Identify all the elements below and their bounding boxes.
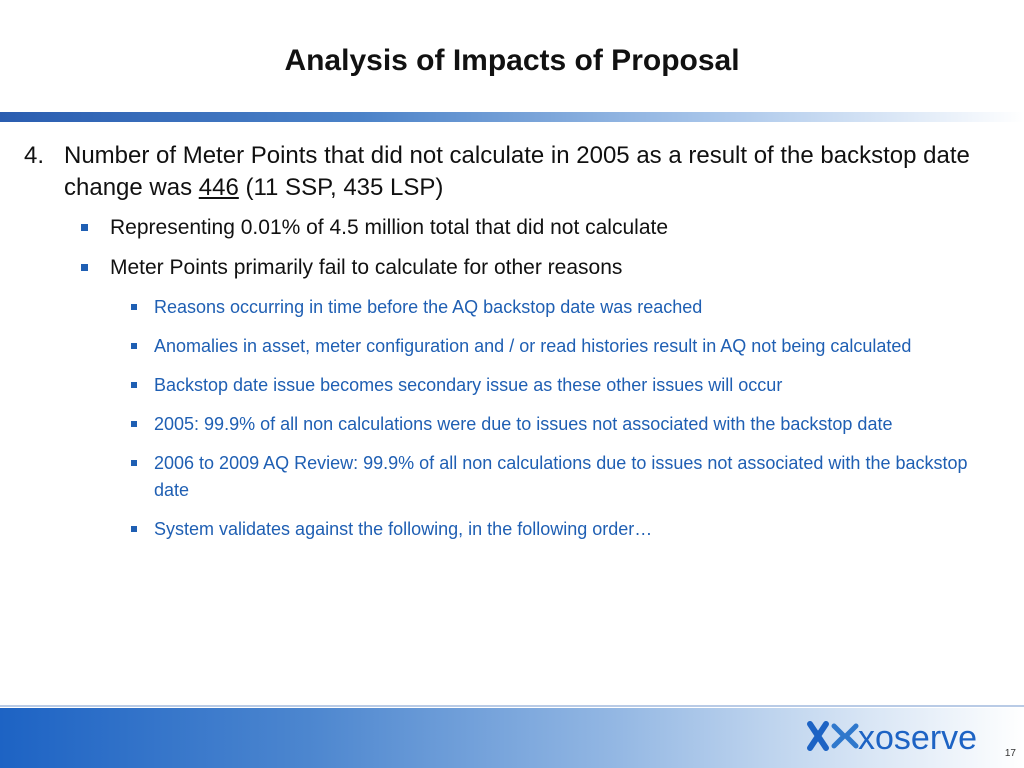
- page-number: 17: [1004, 748, 1016, 759]
- xoserve-logo-icon: [804, 708, 984, 764]
- sub-bullet-item: System validates against the following, in the following order…: [154, 516, 1004, 543]
- point-underlined-value: 446: [198, 174, 239, 201]
- title-divider: [0, 112, 1024, 122]
- sub-bullet-item: Anomalies in asset, meter configuration and / or read histories result in AQ not being calculated: [154, 333, 1004, 360]
- point-text-before: Number of Meter Points that did not calculate in 2005 as a result of the backstop date change was: [64, 142, 970, 201]
- sub-bullet-item: 2005: 99.9% of all non calculations were due to issues not associated with the backstop date: [154, 411, 1004, 438]
- slide-title: Analysis of Impacts of Proposal: [284, 44, 740, 77]
- sub-bullet-item: Reasons occurring in time before the AQ backstop date was reached: [154, 294, 1004, 321]
- slide-content: [24, 140, 1004, 555]
- bullet-item: Representing 0.01% of 4.5 million total that did not calculate: [110, 214, 1004, 242]
- logo-wordmark: xoserve: [858, 719, 978, 757]
- sub-bullet-item: 2006 to 2009 AQ Review: 99.9% of all non calculations due to issues not associated with the backstop date: [154, 450, 1004, 504]
- footer-divider: [0, 705, 1024, 707]
- main-point: [24, 140, 1004, 204]
- point-number: 4.: [24, 142, 45, 169]
- point-text-after: (11 SSP, 435 LSP): [238, 174, 444, 201]
- bullet-item: Meter Points primarily fail to calculate for other reasons: [110, 254, 1004, 282]
- sub-bullet-item: Backstop date issue becomes secondary issue as these other issues will occur: [154, 372, 1004, 399]
